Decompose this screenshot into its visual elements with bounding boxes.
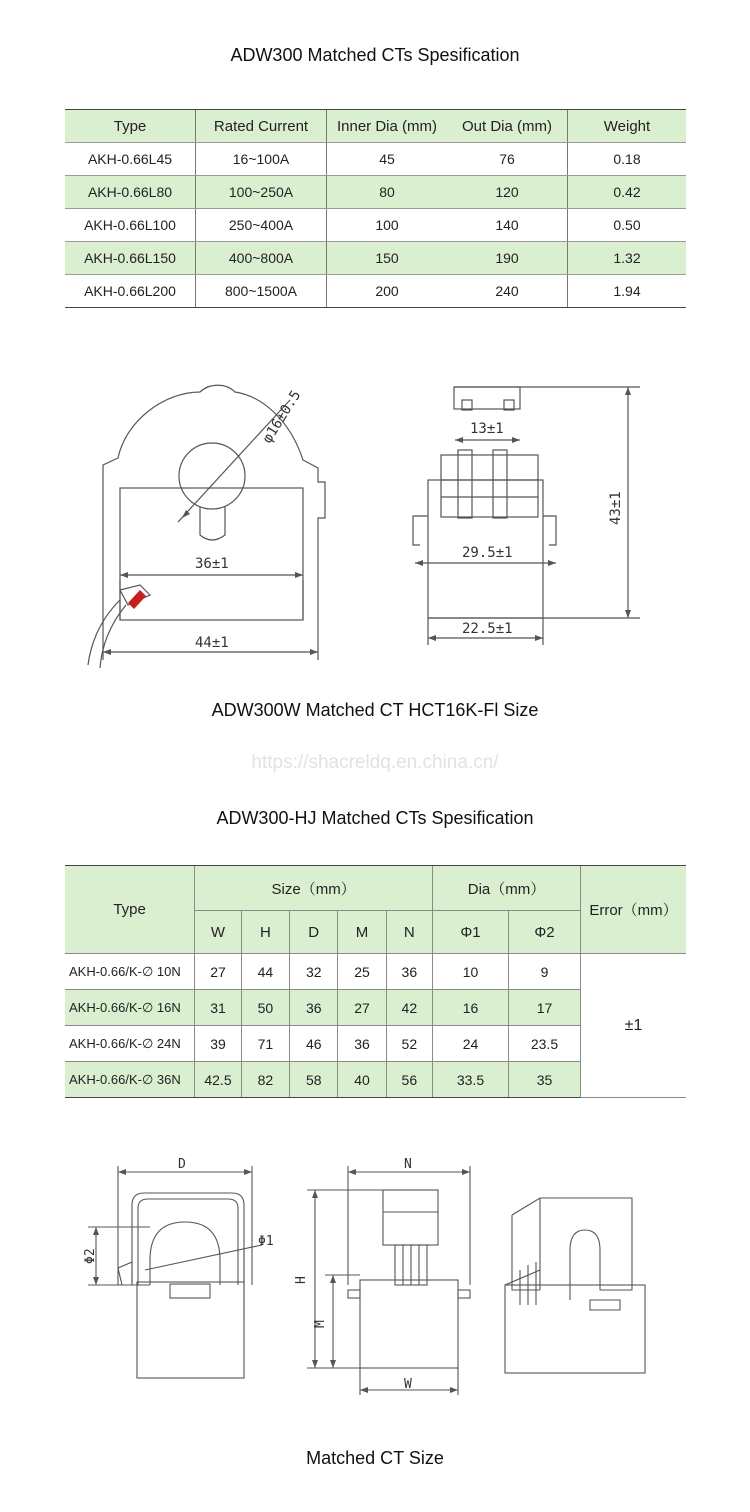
table-cell: 33.5 (433, 1062, 509, 1098)
table-cell: 42.5 (195, 1062, 242, 1098)
hct16k-dimension-drawing (0, 370, 750, 680)
table-row (65, 209, 686, 242)
table-cell: 0.50 (568, 209, 687, 242)
table-cell: 25 (338, 954, 386, 990)
table-cell: 52 (386, 1026, 432, 1062)
label-phi2: Φ2 (83, 1248, 98, 1264)
table-cell: 76 (447, 143, 568, 176)
table-cell: 46 (290, 1026, 338, 1062)
label-w: W (404, 1377, 412, 1392)
table-cell: AKH-0.66L150 (65, 242, 196, 275)
table-header-row (65, 866, 686, 911)
watermark: https://shacreldq.en.china.cn/ (251, 752, 499, 773)
table-cell: 240 (447, 275, 568, 308)
col-header: Inner Dia (mm) (327, 110, 448, 143)
mid-width-label: 29.5±1 (462, 545, 513, 561)
col-header-size: Size（mm） (195, 866, 433, 911)
label-h: H (294, 1276, 309, 1284)
col-header-type: Type (65, 866, 195, 954)
cable-marker (128, 590, 146, 609)
table-cell: 36 (290, 990, 338, 1026)
table-cell: AKH-0.66/K-∅ 16N (65, 990, 195, 1026)
table-row (65, 176, 686, 209)
front-body (137, 1282, 244, 1378)
table-cell: 150 (327, 242, 448, 275)
dia-label: φ16±0.5 (259, 387, 305, 447)
col-header: D (290, 911, 338, 954)
table2-title: ADW300-HJ Matched CTs Spesification (216, 808, 534, 828)
table-cell: 200 (327, 275, 448, 308)
ct-core-hole (179, 443, 245, 509)
table-cell: AKH-0.66/K-∅ 24N (65, 1026, 195, 1062)
table-cell: AKH-0.66/K-∅ 10N (65, 954, 195, 990)
col-header: Type (65, 110, 196, 143)
clip-outline (132, 1193, 244, 1285)
table-cell: 100~250A (196, 176, 327, 209)
error-cell: ±1 (581, 954, 686, 1098)
label-d: D (178, 1157, 186, 1172)
table-cell: 16~100A (196, 143, 327, 176)
table-row (65, 275, 686, 308)
table-cell: 120 (447, 176, 568, 209)
table-cell: 1.32 (568, 242, 687, 275)
col-header: Out Dia (mm) (447, 110, 568, 143)
table-row (65, 242, 686, 275)
table-cell: 45 (327, 143, 448, 176)
table-cell: 82 (241, 1062, 289, 1098)
table-cell: 800~1500A (196, 275, 327, 308)
table-cell: 27 (195, 954, 242, 990)
col-header: W (195, 911, 242, 954)
table-cell: AKH-0.66L200 (65, 275, 196, 308)
table-cell: 39 (195, 1026, 242, 1062)
table-cell: AKH-0.66L80 (65, 176, 196, 209)
table-cell: 71 (241, 1026, 289, 1062)
height-label: 43±1 (608, 491, 624, 525)
table-cell: 40 (338, 1062, 386, 1098)
table-cell: AKH-0.66L45 (65, 143, 196, 176)
table-cell: 44 (241, 954, 289, 990)
hj-spec-table (65, 865, 686, 1098)
diagram1-caption: ADW300W Matched CT HCT16K-Fl Size (211, 700, 539, 720)
table-cell: 250~400A (196, 209, 327, 242)
table-cell: 50 (241, 990, 289, 1026)
core-arc (150, 1222, 220, 1285)
col-header: Φ2 (508, 911, 580, 954)
table-cell: 58 (290, 1062, 338, 1098)
table-cell: AKH-0.66L100 (65, 209, 196, 242)
table-cell: 36 (386, 954, 432, 990)
table1-title: ADW300 Matched CTs Spesification (230, 45, 520, 65)
table-row (65, 954, 686, 990)
label-m: M (313, 1320, 328, 1328)
col-header: Weight (568, 110, 687, 143)
table-cell: 80 (327, 176, 448, 209)
table-cell: 31 (195, 990, 242, 1026)
col-header: Rated Current (196, 110, 327, 143)
label-n: N (404, 1157, 412, 1172)
matched-ct-drawings (0, 1145, 750, 1415)
table-header-row (65, 110, 686, 143)
inner-width-label: 36±1 (195, 556, 229, 572)
table-cell: 35 (508, 1062, 580, 1098)
table-cell: 42 (386, 990, 432, 1026)
top-cap (383, 1190, 438, 1245)
table-cell: 27 (338, 990, 386, 1026)
table-row (65, 143, 686, 176)
top-cap (454, 387, 520, 409)
table-cell: 24 (433, 1026, 509, 1062)
table-cell: 100 (327, 209, 448, 242)
table-cell: 0.42 (568, 176, 687, 209)
table-cell: 36 (338, 1026, 386, 1062)
ct-spec-table (65, 109, 686, 308)
table-cell: 0.18 (568, 143, 687, 176)
col-header-dia: Dia（mm） (433, 866, 581, 911)
ct-3d-body (505, 1285, 645, 1373)
ct-front-face (120, 488, 303, 620)
side-body (360, 1280, 458, 1368)
table-cell: 140 (447, 209, 568, 242)
col-header: Φ1 (433, 911, 509, 954)
col-header-error: Error（mm） (581, 866, 686, 954)
diagram2-caption: Matched CT Size (306, 1448, 444, 1468)
col-header: N (386, 911, 432, 954)
outer-width-label: 44±1 (195, 635, 229, 651)
bottom-width-label: 22.5±1 (462, 621, 513, 637)
table-cell: 23.5 (508, 1026, 580, 1062)
table-cell: 10 (433, 954, 509, 990)
terminal-block (441, 455, 538, 517)
col-header: M (338, 911, 386, 954)
table-cell: 400~800A (196, 242, 327, 275)
col-header: H (241, 911, 289, 954)
table-cell: 9 (508, 954, 580, 990)
table-cell: 16 (433, 990, 509, 1026)
table-cell: 32 (290, 954, 338, 990)
table-cell: AKH-0.66/K-∅ 36N (65, 1062, 195, 1098)
table-cell: 1.94 (568, 275, 687, 308)
table-cell: 17 (508, 990, 580, 1026)
label-phi1: Φ1 (258, 1234, 274, 1249)
table-cell: 190 (447, 242, 568, 275)
table-cell: 56 (386, 1062, 432, 1098)
top-width-label: 13±1 (470, 421, 504, 437)
